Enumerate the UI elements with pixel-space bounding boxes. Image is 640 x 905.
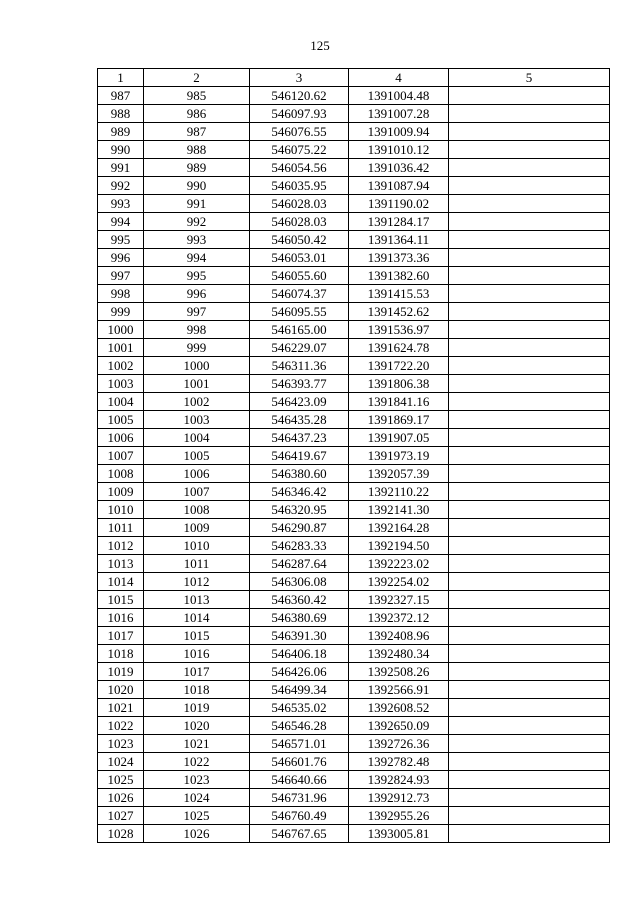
cell-coordinate-y: 1393005.81 [349,825,449,843]
cell-note [449,177,610,195]
cell-point-number: 989 [98,123,144,141]
cell-reference-number: 995 [144,267,250,285]
cell-reference-number: 1006 [144,465,250,483]
cell-coordinate-y: 1391624.78 [349,339,449,357]
cell-coordinate-x: 546287.64 [250,555,349,573]
cell-point-number: 1028 [98,825,144,843]
cell-reference-number: 1026 [144,825,250,843]
table-row [98,537,610,555]
cell-coordinate-x: 546346.42 [250,483,349,501]
table-row [98,105,610,123]
cell-point-number: 1003 [98,375,144,393]
cell-reference-number: 1015 [144,627,250,645]
cell-coordinate-y: 1392141.30 [349,501,449,519]
cell-reference-number: 1024 [144,789,250,807]
column-header-2: 2 [144,69,250,87]
table-row [98,141,610,159]
cell-coordinate-x: 546380.60 [250,465,349,483]
cell-reference-number: 1007 [144,483,250,501]
cell-coordinate-x: 546419.67 [250,447,349,465]
table-row [98,699,610,717]
cell-point-number: 1013 [98,555,144,573]
cell-note [449,411,610,429]
table-header [98,69,610,87]
cell-coordinate-y: 1392608.52 [349,699,449,717]
cell-note [449,807,610,825]
cell-note [449,573,610,591]
cell-note [449,87,610,105]
cell-coordinate-y: 1392912.73 [349,789,449,807]
table-row [98,753,610,771]
cell-coordinate-x: 546028.03 [250,213,349,231]
cell-reference-number: 1013 [144,591,250,609]
cell-point-number: 999 [98,303,144,321]
cell-note [449,663,610,681]
column-header-1: 1 [98,69,144,87]
cell-point-number: 997 [98,267,144,285]
cell-point-number: 1019 [98,663,144,681]
cell-coordinate-x: 546767.65 [250,825,349,843]
cell-coordinate-x: 546391.30 [250,627,349,645]
cell-note [449,267,610,285]
table-row [98,357,610,375]
cell-reference-number: 997 [144,303,250,321]
table-row [98,555,610,573]
cell-coordinate-y: 1392508.26 [349,663,449,681]
cell-coordinate-y: 1392408.96 [349,627,449,645]
cell-reference-number: 992 [144,213,250,231]
cell-coordinate-x: 546290.87 [250,519,349,537]
cell-point-number: 998 [98,285,144,303]
cell-coordinate-y: 1391415.53 [349,285,449,303]
table-row [98,807,610,825]
cell-coordinate-x: 546306.08 [250,573,349,591]
cell-reference-number: 1010 [144,537,250,555]
table-row [98,771,610,789]
cell-point-number: 1009 [98,483,144,501]
cell-coordinate-y: 1392164.28 [349,519,449,537]
table-row [98,717,610,735]
cell-reference-number: 991 [144,195,250,213]
cell-coordinate-x: 546435.28 [250,411,349,429]
table-row [98,177,610,195]
cell-note [449,249,610,267]
cell-coordinate-x: 546311.36 [250,357,349,375]
cell-coordinate-x: 546120.62 [250,87,349,105]
cell-coordinate-y: 1391907.05 [349,429,449,447]
cell-reference-number: 988 [144,141,250,159]
cell-coordinate-y: 1391452.62 [349,303,449,321]
cell-note [449,825,610,843]
cell-point-number: 1015 [98,591,144,609]
cell-reference-number: 1012 [144,573,250,591]
cell-reference-number: 998 [144,321,250,339]
cell-coordinate-y: 1391087.94 [349,177,449,195]
cell-point-number: 1017 [98,627,144,645]
table-row [98,267,610,285]
cell-note [449,519,610,537]
cell-point-number: 1005 [98,411,144,429]
table-row [98,303,610,321]
cell-coordinate-x: 546320.95 [250,501,349,519]
cell-point-number: 993 [98,195,144,213]
cell-coordinate-y: 1391382.60 [349,267,449,285]
cell-point-number: 1011 [98,519,144,537]
cell-coordinate-x: 546437.23 [250,429,349,447]
cell-reference-number: 999 [144,339,250,357]
cell-coordinate-y: 1391973.19 [349,447,449,465]
cell-point-number: 1010 [98,501,144,519]
cell-point-number: 991 [98,159,144,177]
table-row [98,411,610,429]
table-body [98,87,610,843]
cell-note [449,231,610,249]
cell-note [449,789,610,807]
cell-reference-number: 993 [144,231,250,249]
table-row [98,285,610,303]
cell-note [449,105,610,123]
cell-coordinate-y: 1391373.36 [349,249,449,267]
cell-point-number: 1025 [98,771,144,789]
cell-note [449,753,610,771]
cell-coordinate-y: 1391284.17 [349,213,449,231]
cell-coordinate-y: 1392372.12 [349,609,449,627]
table-row [98,447,610,465]
cell-reference-number: 1008 [144,501,250,519]
cell-coordinate-y: 1392566.91 [349,681,449,699]
cell-note [449,771,610,789]
cell-coordinate-y: 1392110.22 [349,483,449,501]
cell-point-number: 987 [98,87,144,105]
cell-coordinate-x: 546075.22 [250,141,349,159]
cell-reference-number: 1017 [144,663,250,681]
cell-point-number: 1024 [98,753,144,771]
cell-reference-number: 1023 [144,771,250,789]
cell-note [449,321,610,339]
cell-coordinate-y: 1391536.97 [349,321,449,339]
column-header-3: 3 [250,69,349,87]
cell-coordinate-x: 546165.00 [250,321,349,339]
cell-point-number: 988 [98,105,144,123]
cell-note [449,501,610,519]
cell-coordinate-y: 1391722.20 [349,357,449,375]
cell-reference-number: 1016 [144,645,250,663]
cell-note [449,339,610,357]
cell-coordinate-y: 1392726.36 [349,735,449,753]
table-row [98,87,610,105]
cell-point-number: 1008 [98,465,144,483]
cell-reference-number: 986 [144,105,250,123]
table-row [98,663,610,681]
cell-point-number: 1012 [98,537,144,555]
cell-note [449,717,610,735]
cell-reference-number: 996 [144,285,250,303]
cell-reference-number: 989 [144,159,250,177]
cell-note [449,447,610,465]
cell-point-number: 1006 [98,429,144,447]
cell-reference-number: 987 [144,123,250,141]
table-row [98,195,610,213]
cell-reference-number: 1002 [144,393,250,411]
cell-coordinate-y: 1392254.02 [349,573,449,591]
cell-reference-number: 1011 [144,555,250,573]
cell-note [449,645,610,663]
table-row [98,429,610,447]
table-row [98,231,610,249]
cell-coordinate-x: 546360.42 [250,591,349,609]
page-number: 125 [310,38,330,53]
cell-reference-number: 1003 [144,411,250,429]
cell-note [449,699,610,717]
table-row [98,321,610,339]
cell-coordinate-x: 546054.56 [250,159,349,177]
cell-point-number: 1020 [98,681,144,699]
cell-coordinate-x: 546074.37 [250,285,349,303]
cell-reference-number: 1018 [144,681,250,699]
cell-coordinate-x: 546229.07 [250,339,349,357]
cell-point-number: 1023 [98,735,144,753]
table-row [98,393,610,411]
cell-note [449,483,610,501]
cell-coordinate-x: 546050.42 [250,231,349,249]
cell-coordinate-x: 546028.03 [250,195,349,213]
cell-coordinate-x: 546076.55 [250,123,349,141]
cell-coordinate-x: 546380.69 [250,609,349,627]
cell-coordinate-x: 546053.01 [250,249,349,267]
cell-note [449,357,610,375]
cell-note [449,591,610,609]
cell-note [449,465,610,483]
cell-coordinate-y: 1392480.34 [349,645,449,663]
table-row [98,465,610,483]
cell-point-number: 1002 [98,357,144,375]
cell-reference-number: 994 [144,249,250,267]
cell-note [449,609,610,627]
table-row [98,213,610,231]
cell-coordinate-y: 1391007.28 [349,105,449,123]
cell-point-number: 992 [98,177,144,195]
cell-coordinate-x: 546760.49 [250,807,349,825]
table-row [98,627,610,645]
cell-note [449,537,610,555]
cell-note [449,141,610,159]
cell-note [449,393,610,411]
cell-coordinate-x: 546097.93 [250,105,349,123]
cell-coordinate-x: 546601.76 [250,753,349,771]
cell-point-number: 1027 [98,807,144,825]
cell-coordinate-y: 1392955.26 [349,807,449,825]
cell-point-number: 1004 [98,393,144,411]
cell-coordinate-y: 1392650.09 [349,717,449,735]
cell-coordinate-x: 546640.66 [250,771,349,789]
table-row [98,339,610,357]
cell-point-number: 1016 [98,609,144,627]
cell-point-number: 1001 [98,339,144,357]
cell-point-number: 1007 [98,447,144,465]
cell-coordinate-y: 1392824.93 [349,771,449,789]
table-row [98,609,610,627]
cell-coordinate-y: 1391009.94 [349,123,449,141]
cell-point-number: 996 [98,249,144,267]
cell-coordinate-x: 546423.09 [250,393,349,411]
cell-coordinate-y: 1391010.12 [349,141,449,159]
cell-coordinate-y: 1391364.11 [349,231,449,249]
cell-coordinate-x: 546406.18 [250,645,349,663]
table-row [98,681,610,699]
cell-coordinate-y: 1391190.02 [349,195,449,213]
cell-reference-number: 1014 [144,609,250,627]
cell-coordinate-y: 1391036.42 [349,159,449,177]
cell-point-number: 1022 [98,717,144,735]
cell-coordinate-x: 546055.60 [250,267,349,285]
table-row [98,591,610,609]
cell-note [449,429,610,447]
table-row [98,501,610,519]
cell-reference-number: 1019 [144,699,250,717]
cell-point-number: 1000 [98,321,144,339]
cell-note [449,285,610,303]
table-row [98,375,610,393]
cell-reference-number: 1022 [144,753,250,771]
table-row [98,789,610,807]
cell-coordinate-y: 1391806.38 [349,375,449,393]
table-row [98,159,610,177]
cell-coordinate-y: 1391869.17 [349,411,449,429]
cell-coordinate-x: 546499.34 [250,681,349,699]
cell-note [449,303,610,321]
cell-coordinate-x: 546095.55 [250,303,349,321]
table-row [98,519,610,537]
cell-coordinate-x: 546035.95 [250,177,349,195]
cell-note [449,195,610,213]
cell-coordinate-y: 1392194.50 [349,537,449,555]
cell-point-number: 1026 [98,789,144,807]
column-header-5: 5 [449,69,610,87]
header-row [98,69,610,87]
cell-reference-number: 1000 [144,357,250,375]
cell-coordinate-y: 1392223.02 [349,555,449,573]
cell-coordinate-x: 546731.96 [250,789,349,807]
cell-point-number: 994 [98,213,144,231]
cell-coordinate-y: 1392327.15 [349,591,449,609]
column-header-4: 4 [349,69,449,87]
cell-note [449,213,610,231]
cell-note [449,159,610,177]
cell-reference-number: 1001 [144,375,250,393]
cell-reference-number: 1025 [144,807,250,825]
coordinates-table [97,68,610,843]
cell-coordinate-x: 546283.33 [250,537,349,555]
table-row [98,735,610,753]
cell-point-number: 1021 [98,699,144,717]
cell-note [449,555,610,573]
cell-point-number: 990 [98,141,144,159]
cell-reference-number: 985 [144,87,250,105]
cell-note [449,681,610,699]
cell-coordinate-y: 1391841.16 [349,393,449,411]
cell-reference-number: 1005 [144,447,250,465]
table-row [98,249,610,267]
table-row [98,825,610,843]
table-row [98,645,610,663]
cell-reference-number: 1009 [144,519,250,537]
cell-point-number: 1018 [98,645,144,663]
cell-reference-number: 1020 [144,717,250,735]
table-row [98,483,610,501]
cell-point-number: 995 [98,231,144,249]
cell-note [449,123,610,141]
cell-coordinate-x: 546393.77 [250,375,349,393]
cell-note [449,627,610,645]
table-row [98,573,610,591]
cell-reference-number: 1004 [144,429,250,447]
cell-coordinate-y: 1392782.48 [349,753,449,771]
table-row [98,123,610,141]
cell-coordinate-x: 546546.28 [250,717,349,735]
cell-coordinate-x: 546426.06 [250,663,349,681]
cell-note [449,375,610,393]
cell-coordinate-x: 546535.02 [250,699,349,717]
cell-point-number: 1014 [98,573,144,591]
cell-coordinate-y: 1392057.39 [349,465,449,483]
cell-reference-number: 990 [144,177,250,195]
cell-coordinate-x: 546571.01 [250,735,349,753]
cell-reference-number: 1021 [144,735,250,753]
cell-coordinate-y: 1391004.48 [349,87,449,105]
cell-note [449,735,610,753]
